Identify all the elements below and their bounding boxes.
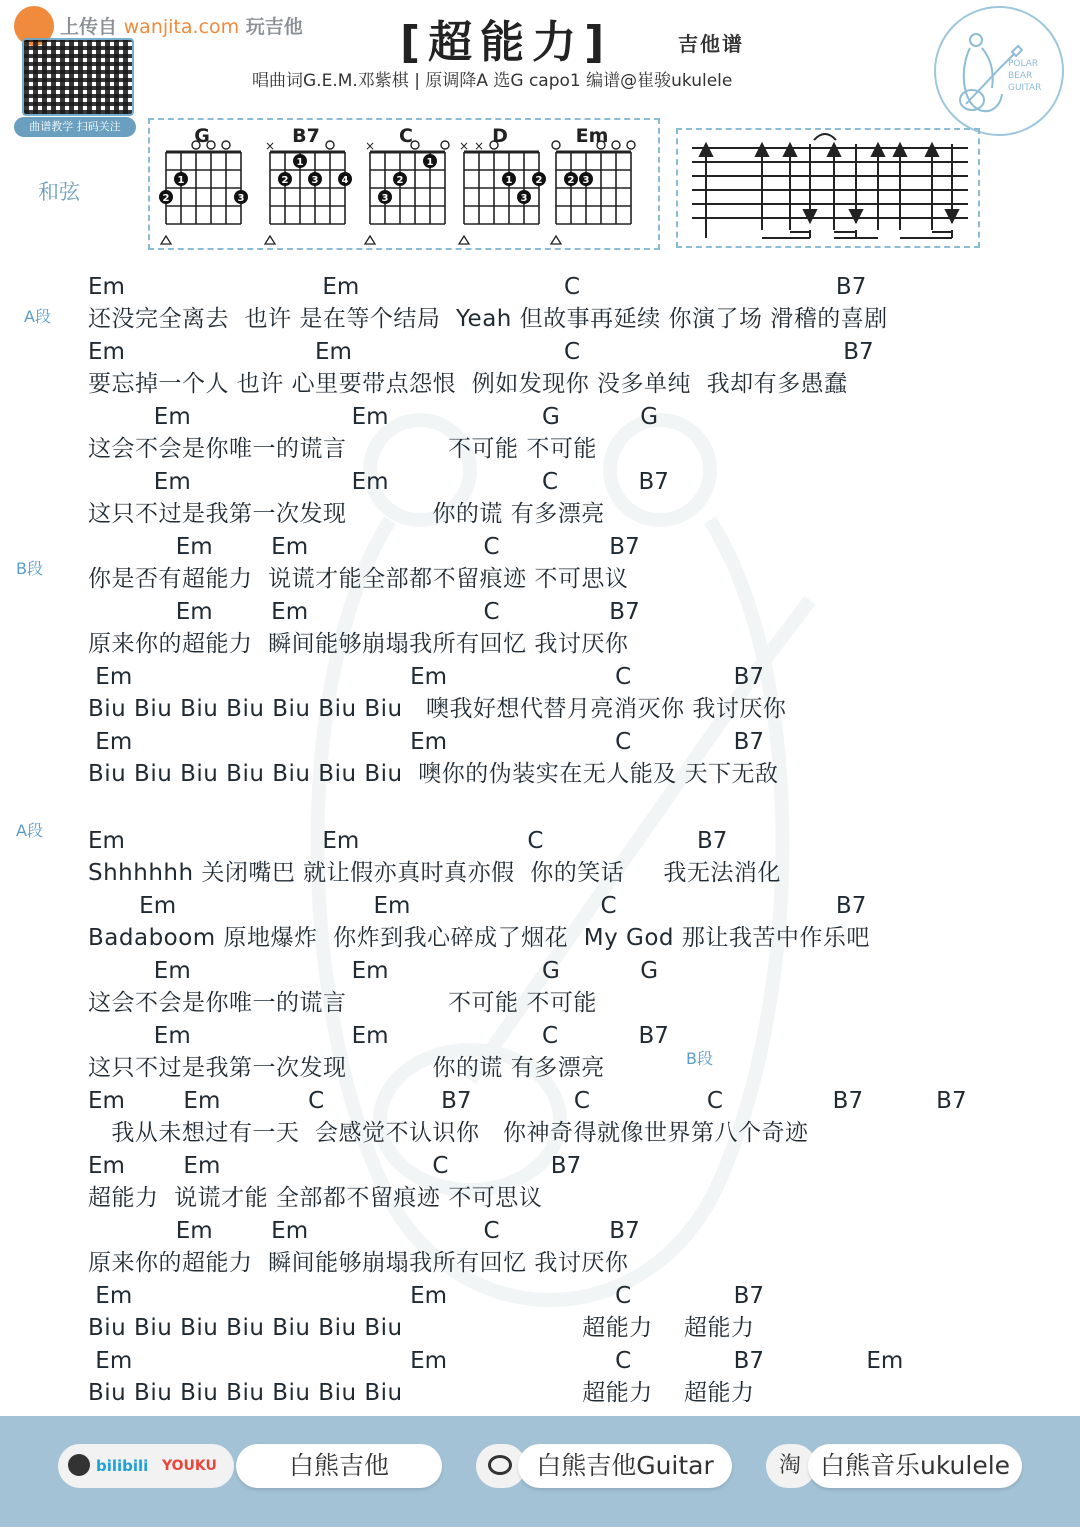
song-credits: 唱曲词G.E.M.邓紫棋 | 原调降A 选G capo1 编谱@崔骏ukulele — [252, 71, 733, 91]
svg-text:3: 3 — [381, 193, 389, 204]
section-tag-a: A段 — [24, 307, 51, 326]
chord-diagrams — [150, 120, 658, 248]
svg-text:×: × — [473, 139, 485, 153]
polar-bear-logo — [934, 6, 1064, 136]
chord-line: Em Em C B7 — [88, 1218, 640, 1244]
lyric-line: Shhhhhh 关闭嘴巴 就让假亦真时真亦假 你的笑话 我无法消化 — [88, 860, 781, 886]
brand-line-3: GUITAR — [1008, 83, 1042, 93]
lyric-line: 原来你的超能力 瞬间能够崩塌我所有回忆 我讨厌你 — [88, 631, 629, 657]
root-marker-icon — [365, 236, 375, 244]
lyric-line: Biu Biu Biu Biu Biu Biu Biu 超能力 超能力 — [88, 1380, 755, 1406]
svg-text:×: × — [364, 139, 376, 153]
svg-text:4: 4 — [341, 175, 349, 186]
bilibili-logo: bilibili — [96, 1457, 149, 1475]
chord-diagram — [551, 125, 635, 244]
lyric-line: Badaboom 原地爆炸 你炸到我心碎成了烟花 My God 那让我苦中作乐吧 — [88, 925, 870, 951]
chord-line: Em Em C B7 — [88, 339, 874, 365]
svg-text:3: 3 — [237, 193, 245, 204]
footer-bar — [0, 1416, 1080, 1527]
lyric-line: Biu Biu Biu Biu Biu Biu Biu 噢我好想代替月亮消灭你 我讨厌你 — [88, 696, 787, 722]
wechat-icon — [68, 1454, 90, 1476]
chord-line: Em Em C B7 — [88, 469, 669, 495]
chord-line: Em Em C B7 Em — [88, 1348, 904, 1374]
youku-logo: YOUKU — [162, 1458, 217, 1474]
chord-line: Em Em C B7 — [88, 274, 867, 300]
strum-pattern-panel — [676, 128, 980, 248]
svg-text:1: 1 — [505, 175, 513, 186]
channel-weibo[interactable]: 白熊吉他Guitar — [518, 1444, 732, 1488]
chord-name: Em — [575, 125, 609, 147]
chord-line: Em Em C B7 C C B7 B7 — [88, 1088, 967, 1114]
lyric-line: 要忘掉一个人 也许 心里要带点怨恨 例如发现你 没多单纯 我却有多愚蠢 — [88, 371, 848, 397]
svg-text:3: 3 — [311, 175, 319, 186]
site-logo[interactable] — [60, 12, 303, 39]
svg-text:2: 2 — [162, 193, 170, 204]
lyric-line: 还没完全离去 也许 是在等个结局 Yeah 但故事再延续 你演了场 滑稽的喜剧 — [88, 306, 888, 332]
chord-line: Em Em C B7 — [88, 729, 764, 755]
lyric-line: Biu Biu Biu Biu Biu Biu Biu 噢你的伪装实在无人能及 天下无敌 — [88, 761, 779, 787]
lyric-line: 超能力 说谎才能 全部都不留痕迹 不可思议 — [88, 1185, 543, 1211]
site-logo-label: 上传自 — [60, 16, 118, 38]
svg-text:2: 2 — [396, 175, 404, 186]
root-marker-icon — [265, 236, 275, 244]
chord-diagram — [265, 125, 352, 244]
chord-line: Em Em C B7 — [88, 534, 640, 560]
chord-name: G — [194, 125, 210, 147]
svg-text:2: 2 — [535, 175, 543, 186]
lyric-line: Biu Biu Biu Biu Biu Biu Biu 超能力 超能力 — [88, 1315, 755, 1341]
site-domain: wanjita.com — [123, 16, 240, 38]
root-marker-icon — [459, 236, 469, 244]
site-name: 玩吉他 — [245, 16, 303, 38]
chord-line: Em Em G G — [88, 404, 659, 430]
qr-code[interactable] — [22, 38, 134, 116]
chord-line: Em Em C B7 — [88, 828, 728, 854]
chord-line: Em Em C B7 — [88, 1023, 669, 1049]
svg-text:1: 1 — [296, 157, 304, 168]
chord-diagram — [459, 125, 546, 244]
taobao-icon: 淘 — [779, 1453, 802, 1478]
channel-taobao[interactable]: 白熊音乐ukulele — [808, 1444, 1022, 1488]
chord-line: Em Em C B7 — [88, 1153, 582, 1179]
chord-name: B7 — [292, 125, 320, 147]
chord-line: Em Em C B7 — [88, 599, 640, 625]
chord-name: D — [492, 125, 508, 147]
svg-text:3: 3 — [520, 193, 528, 204]
svg-text:1: 1 — [177, 175, 185, 186]
sheet-type: 吉他谱 — [678, 32, 744, 56]
section-tag-b: B段 — [686, 1049, 713, 1068]
qr-label: 曲谱教学 扫码关注 — [14, 117, 136, 137]
weibo-icon — [488, 1455, 512, 1475]
section-tag-b: B段 — [16, 559, 43, 578]
lyric-line: 我从未想过有一天 会感觉不认识你 你神奇得就像世界第八个奇迹 — [88, 1120, 809, 1146]
svg-text:2: 2 — [567, 175, 575, 186]
lyric-line: 你是否有超能力 说谎才能全部都不留痕迹 不可思议 — [88, 566, 629, 592]
strum-pattern — [678, 130, 978, 246]
section-tag-a: A段 — [16, 821, 43, 840]
chord-diagram — [365, 125, 449, 244]
chords-label: 和弦 — [38, 180, 80, 204]
brand-line-2: BEAR — [1008, 71, 1033, 81]
lyric-line: 这只不过是我第一次发现 你的谎 有多漂亮 — [88, 501, 605, 527]
chord-name: C — [399, 125, 413, 147]
channel-baixiong-jita[interactable]: 白熊吉他 — [236, 1444, 442, 1488]
chord-line: Em Em C B7 — [88, 893, 867, 919]
lyric-line: 原来你的超能力 瞬间能够崩塌我所有回忆 我讨厌你 — [88, 1250, 629, 1276]
svg-text:3: 3 — [582, 175, 590, 186]
chord-line: Em Em G G — [88, 958, 659, 984]
chord-diagrams-panel — [148, 118, 660, 250]
chord-line: Em Em C B7 — [88, 664, 764, 690]
svg-text:1: 1 — [426, 157, 434, 168]
chord-diagram — [159, 125, 248, 244]
brand-line-1: POLAR — [1008, 59, 1039, 69]
svg-text:2: 2 — [281, 175, 289, 186]
root-marker-icon — [551, 236, 561, 244]
svg-text:×: × — [264, 139, 276, 153]
svg-text:×: × — [458, 139, 470, 153]
chord-line: Em Em C B7 — [88, 1283, 764, 1309]
lyric-line: 这只不过是我第一次发现 你的谎 有多漂亮 — [88, 1055, 605, 1081]
root-marker-icon — [161, 236, 171, 244]
lyric-line: 这会不会是你唯一的谎言 不可能 不可能 — [88, 436, 597, 462]
song-title: [超能力] — [400, 17, 613, 68]
platform-icons[interactable] — [58, 1444, 234, 1488]
lyric-line: 这会不会是你唯一的谎言 不可能 不可能 — [88, 990, 597, 1016]
